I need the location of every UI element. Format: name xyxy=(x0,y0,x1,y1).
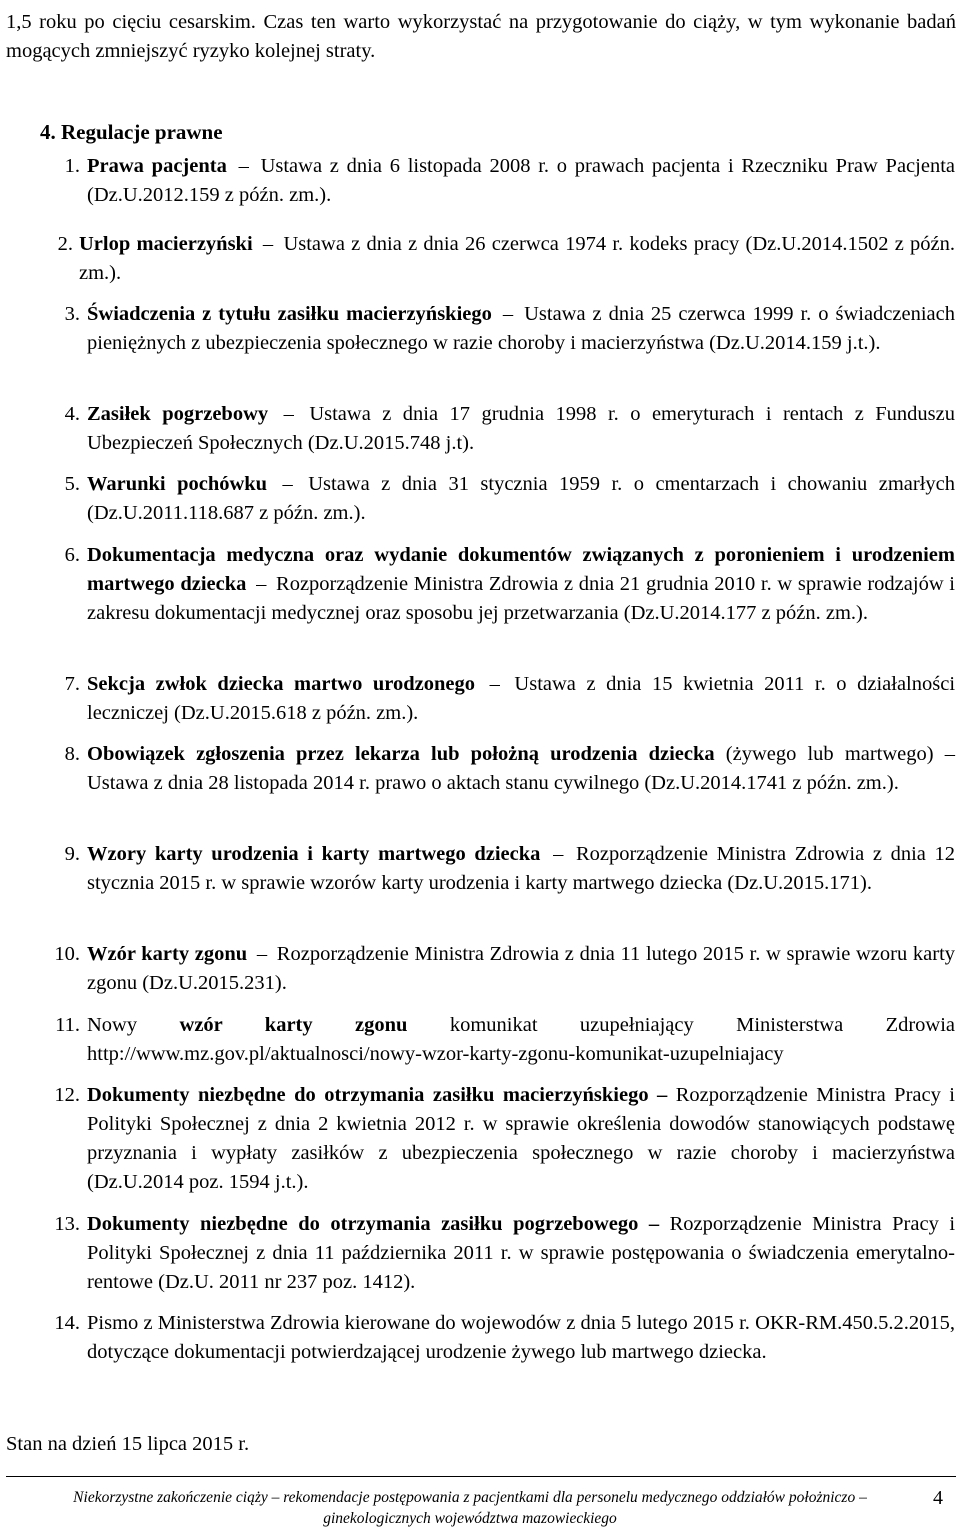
item-description: komunikat uzupełniający Ministerstwa Zdrowia http://www.mz.gov.pl/aktualnosci/nowy-wzor-karty-zgonu-komunikat-uzupelniajacy xyxy=(87,1014,956,1065)
item-description: Rozporządzenie Ministra Pracy i Polityki Społecznej z dnia 2 kwietnia 2012 r. w sprawie określenia dowodów stanowiących podstawę przyznania i wypłaty zasiłków z ubezpieczenia społecznego w razie choroby i macierzyństwa (Dz.U.2014 poz. 1594 j.t.). xyxy=(87,1084,955,1193)
item-title: Warunki pochówku xyxy=(87,473,268,495)
item-title: Urlop macierzyński xyxy=(79,233,253,255)
item-dash: – xyxy=(238,155,249,177)
item-number: 5. xyxy=(64,473,80,495)
item-number: 7. xyxy=(64,673,80,695)
intro-paragraph: 1,5 roku po cięciu cesarskim. Czas ten warto wykorzystać na przygotowanie do ciąży, w tym wykonanie badań mogących zmniejszyć ryzyko kolejnej straty. xyxy=(6,11,956,62)
item-number: 8. xyxy=(64,743,80,765)
status-date: Stan na dzień 15 lipca 2015 r. xyxy=(6,1433,250,1455)
item-number: 12. xyxy=(54,1084,80,1106)
item-number: 9. xyxy=(64,843,80,865)
item-description: Ustawa z dnia 17 grudnia 1998 r. o emeryturach i rentach z Funduszu Ubezpieczeń Społecznych (Dz.U.2015.748 j.t). xyxy=(87,403,956,454)
item-dash: – xyxy=(262,233,274,255)
item-dash: – xyxy=(553,843,564,865)
item-description: Rozporządzenie Ministra Zdrowia z dnia 12 stycznia 2015 r. w sprawie wzorów karty urodzenia i karty martwego dziecka (Dz.U.2015.171). xyxy=(87,843,955,894)
item-title: Sekcja zwłok dziecka martwo urodzonego xyxy=(87,673,476,695)
item-number: 6. xyxy=(64,544,80,566)
section-heading: 4. Regulacje prawne xyxy=(40,120,223,144)
item-dash: – xyxy=(502,303,514,325)
item-title: Obowiązek zgłoszenia przez lekarza lub położną urodzenia dziecka xyxy=(87,743,715,765)
item-description: Ustawa z dnia 15 kwietnia 2011 r. o działalności leczniczej (Dz.U.2015.618 z późn. zm.). xyxy=(87,673,956,724)
item-title: Wzór karty zgonu xyxy=(87,943,248,965)
item-number: 11. xyxy=(55,1014,80,1036)
item-prefix: Nowy xyxy=(87,1014,138,1036)
item-description: Ustawa z dnia 25 czerwca 1999 r. o świadczeniach pieniężnych z ubezpieczenia społecznego w razie choroby i macierzyństwa (Dz.U.2014.159 j.t.). xyxy=(87,303,956,354)
item-number: 13. xyxy=(54,1213,80,1235)
footer-divider xyxy=(6,1476,956,1477)
item-description: Rozporządzenie Ministra Pracy i Polityki Społecznej z dnia 11 października 2011 r. w sprawie postępowania o świadczenia emerytalno-rentowe (Dz.U. 2011 nr 237 poz. 1412). xyxy=(87,1213,956,1293)
item-number: 10. xyxy=(54,943,80,965)
item-title: wzór karty zgonu xyxy=(179,1014,408,1036)
item-title: Dokumentacja medyczna oraz wydanie dokumentów związanych z poronieniem i urodzeniem martwego dziecka xyxy=(87,544,955,595)
item-dash: – xyxy=(256,573,267,595)
item-description: Pismo z Ministerstwa Zdrowia kierowane do wojewodów z dnia 5 lutego 2015 r. OKR-RM.450.5.2.2015, dotyczące dokumentacji potwierdzającej urodzenie żywego lub martwego dziecka. xyxy=(87,1312,955,1363)
item-description: Ustawa z dnia 6 listopada 2008 r. o prawach pacjenta i Rzeczniku Praw Pacjenta (Dz.U.2012.159 z późn. zm.). xyxy=(87,155,955,206)
item-number: 1. xyxy=(64,155,80,177)
item-title: Wzory karty urodzenia i karty martwego dziecka xyxy=(87,843,541,865)
item-description: Rozporządzenie Ministra Zdrowia z dnia 11 lutego 2015 r. w sprawie wzoru karty zgonu (Dz.U.2015.231). xyxy=(87,943,956,994)
footer-text: Niekorzystne zakończenie ciąży – rekomendacje postępowania z pacjentkami dla personelu medycznego oddziałów położniczo – ginekologicznych województwa mazowieckiego xyxy=(73,1489,867,1527)
item-number: 14. xyxy=(54,1312,80,1334)
item-description: (żywego lub martwego) – Ustawa z dnia 28 listopada 2014 r. prawo o aktach stanu cywilnego (Dz.U.2014.1741 z późn. zm.). xyxy=(87,743,955,794)
item-title: Dokumenty niezbędne do otrzymania zasiłku pogrzebowego – xyxy=(87,1213,660,1235)
item-dash: – xyxy=(489,673,500,695)
item-title: Dokumenty niezbędne do otrzymania zasiłku macierzyńskiego – xyxy=(87,1084,668,1106)
item-title: Prawa pacjenta xyxy=(87,155,227,177)
item-number: 2. xyxy=(57,233,73,255)
item-title: Świadczenia z tytułu zasiłku macierzyńskiego xyxy=(87,303,492,325)
item-number: 4. xyxy=(64,403,80,425)
page-number: 4 xyxy=(933,1487,943,1509)
item-description: Rozporządzenie Ministra Zdrowia z dnia 21 grudnia 2010 r. w sprawie rodzajów i zakresu dokumentacji medycznej oraz sposobu jej przetwarzania (Dz.U.2014.177 z późn. zm.). xyxy=(87,573,956,624)
item-dash: – xyxy=(283,403,294,425)
item-description: Ustawa z dnia z dnia 26 czerwca 1974 r. kodeks pracy (Dz.U.2014.1502 z późn. zm.). xyxy=(79,233,956,284)
item-dash: – xyxy=(256,943,268,965)
item-title: Zasiłek pogrzebowy xyxy=(87,403,269,425)
item-description: Ustawa z dnia 31 stycznia 1959 r. o cmentarzach i chowaniu zmarłych (Dz.U.2011.118.687 z późn. zm.). xyxy=(87,473,956,524)
item-number: 3. xyxy=(64,303,80,325)
item-dash: – xyxy=(282,473,293,495)
